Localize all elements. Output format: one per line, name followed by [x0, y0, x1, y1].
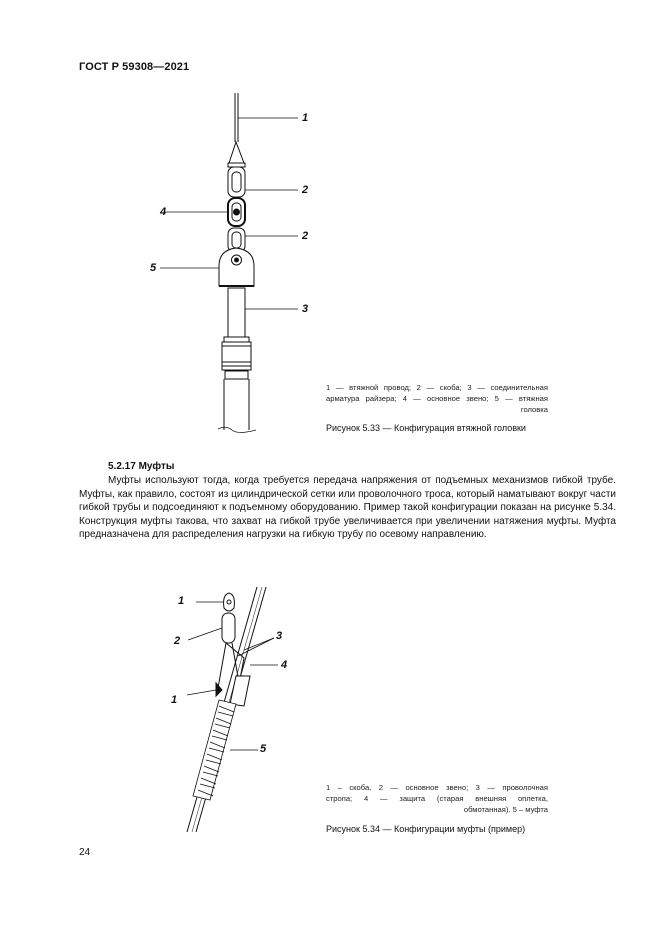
sleeve — [193, 700, 236, 800]
protection — [230, 676, 250, 706]
legend-line: головка — [520, 405, 548, 414]
section-paragraph: Муфты используют тогда, когда требуется передача напряжения от подъемных механизмов гибкой трубе. Муфты, как правило, состоят из цилиндрической сетки или проволочного троса, который наматывают вокруг части гибкой трубы и подсоединяют к подъемному оборудованию. Пример такой конфигурации показан на рисунке 5.34. Конструкция муфты такова, что захват на гибкой трубе увеличивается при увеличении натяжения муфты. Муфта предназначена для распределения нагрузки на гибкую трубу по осевому направлению. — [79, 475, 616, 541]
legend-line: обмотанная). 5 – муфта — [463, 805, 548, 814]
section-title: 5.2.17 Муфты — [108, 461, 175, 472]
fig1-label-shackle-bottom: 2 — [302, 230, 309, 242]
fig2-label-wire-sling: 3 — [276, 630, 283, 642]
page-number: 24 — [79, 847, 91, 858]
fig1-label-pull-head: 5 — [150, 262, 157, 274]
fig2-label-shackle-lower: 1 — [171, 694, 178, 706]
fig1-label-shackle-top: 2 — [302, 184, 309, 196]
legend-line: арматура райзера; 4 — основное звено; 5 — втяжная — [326, 394, 548, 403]
figure1-caption: Рисунок 5.33 — Конфигурация втяжной головки — [326, 423, 526, 433]
fig2-label-protection: 4 — [281, 659, 288, 671]
document-header: ГОСТ Р 59308—2021 — [79, 61, 190, 73]
fig2-label-main-link: 2 — [174, 635, 181, 647]
legend-line: 1 – скоба, 2 — основное звено; 3 — проволочная — [326, 783, 548, 792]
shackle-top — [224, 593, 235, 611]
figure2-legend — [326, 782, 548, 815]
main-link — [222, 613, 235, 643]
fig1-label-main-link: 4 — [160, 206, 167, 218]
fig2-label-shackle-top: 1 — [178, 595, 185, 607]
legend-line: 1 — втяжной провод; 2 — скоба; 3 — соединительная — [326, 383, 548, 392]
fig1-label-wire: 1 — [302, 112, 309, 124]
figure2-caption: Рисунок 5.34 — Конфигурации муфты (пример) — [326, 824, 526, 834]
fig1-label-riser-fitting: 3 — [302, 303, 309, 315]
legend-line: стропа; 4 — защита (старая внешняя оплетка, — [326, 794, 548, 803]
fig2-label-sleeve: 5 — [260, 743, 267, 755]
